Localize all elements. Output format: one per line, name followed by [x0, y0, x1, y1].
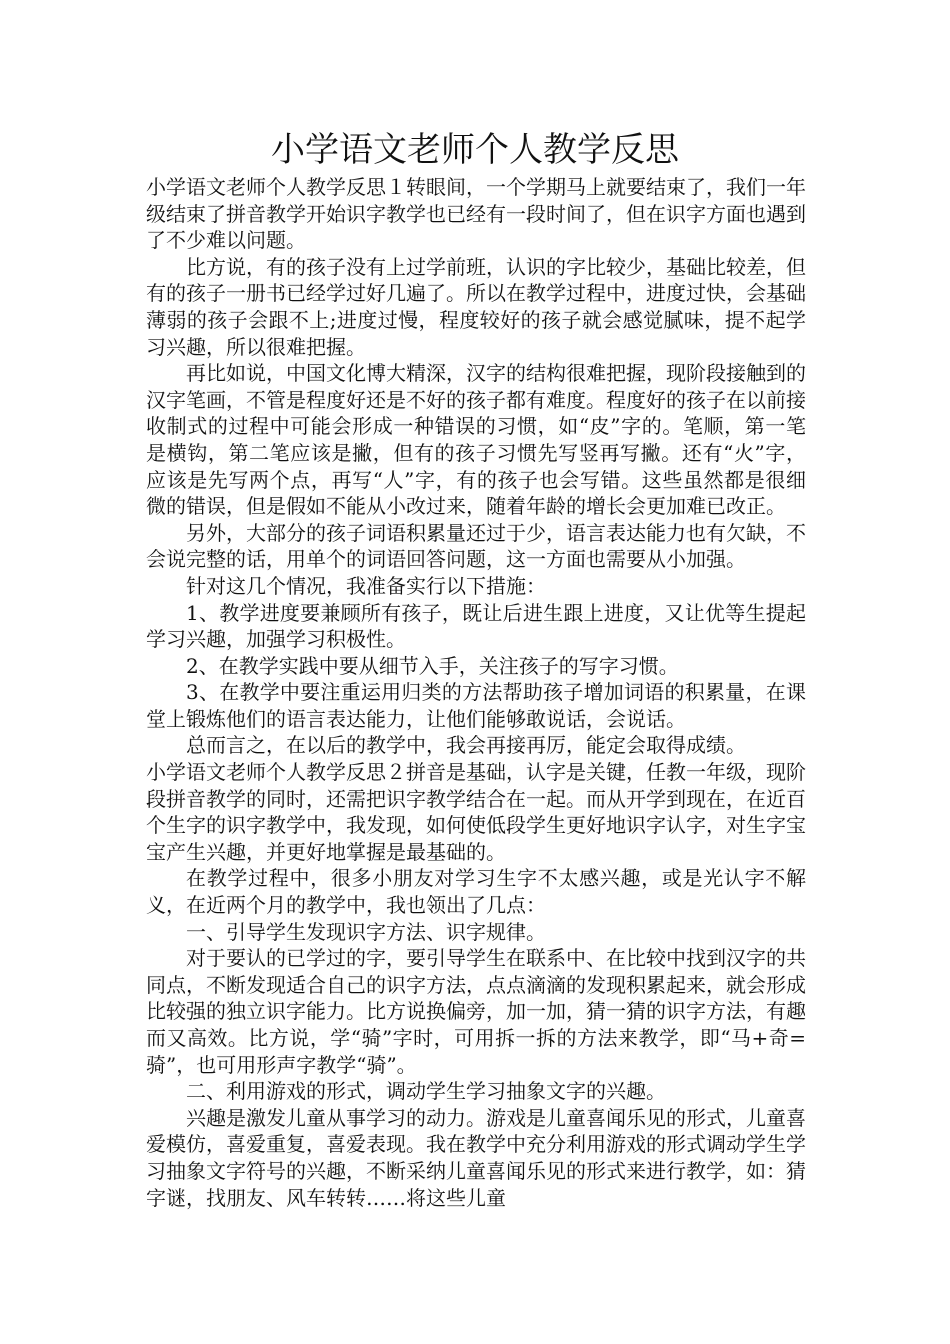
list-item: 1、教学进度要兼顾所有孩子，既让后进生跟上进度，又让优等生提起学习兴趣，加强学习积极性。 [146, 600, 806, 652]
paragraph: 总而言之，在以后的教学中，我会再接再厉，能定会取得成绩。 [186, 733, 746, 758]
document-body [146, 174, 806, 1211]
paragraph: 另外，大部分的孩子词语积累量还过于少，语言表达能力也有欠缺，不会说完整的话，用单个的词语回答问题，这一方面也需要从小加强。 [146, 520, 806, 572]
list-item: 2、在教学实践中要从细节入手，关注孩子的写字习惯。 [186, 653, 679, 678]
list-item: 3、在教学中要注重运用归类的方法帮助孩子增加词语的积累量，在课堂上锻炼他们的语言表达能力，让他们能够敢说话，会说话。 [146, 680, 806, 731]
section-heading: 一、引导学生发现识字方法、识字规律。 [186, 919, 546, 944]
paragraph: 针对这几个情况，我准备实行以下措施： [186, 573, 546, 598]
paragraph: 小学语文老师个人教学反思２拼音是基础，认字是关键，任教一年级，现阶段拼音教学的同时，还需把识字教学结合在一起。而从开学到现在，在近百个生字的识字教学中，我发现，如何使低段学生更好地识字认字，对生字宝宝产生兴趣，并更好地掌握是最基础的。 [146, 760, 806, 864]
section-heading: 二、利用游戏的形式，调动学生学习抽象文字的兴趣。 [186, 1079, 666, 1104]
paragraph: 再比如说，中国文化博大精深，汉字的结构很难把握，现阶段接触到的汉字笔画，不管是程度好还是不好的孩子都有难度。程度好的孩子在以前接收制式的过程中可能会形成一种错误的习惯，如“皮”字的。笔顺，第一笔是横钩，第二笔应该是撇，但有的孩子习惯先写竖再写撇。还有“火”字，应该是先写两个点，再写“人”字，有的孩子也会写错。这些虽然都是很细微的错误，但是假如不能从小改过来，随着年龄的增长会更加难已改正。 [146, 361, 806, 519]
document-title: 小学语文老师个人教学反思 [271, 130, 679, 170]
paragraph: 兴趣是激发儿童从事学习的动力。游戏是儿童喜闻乐见的形式，儿童喜爱模仿，喜爱重复，喜爱表现。我在教学中充分利用游戏的形式调动学生学习抽象文字符号的兴趣，不断采纳儿童喜闻乐见的形式来进行教学，如：猜字谜，找朋友、风车转转……将这些儿童 [146, 1105, 806, 1210]
paragraph: 对于要认的已学过的字，要引导学生在联系中、在比较中找到汉字的共同点，不断发现适合自己的识字方法，点点滴滴的发现积累起来，就会形成比较强的独立识字能力。比方说换偏旁，加一加，猜一猜的识字方法，有趣而又高效。比方说，学“骑”字时，可用拆一拆的方法来教学，即“马+奇=骑”，也可用形声字教学“骑”。 [146, 946, 806, 1077]
paragraph: 小学语文老师个人教学反思１转眼间，一个学期马上就要结束了，我们一年级结束了拼音教学开始识字教学也已经有一段时间了，但在识字方面也遇到了不少难以问题。 [146, 175, 806, 253]
paragraph: 比方说，有的孩子没有上过学前班，认识的字比较少，基础比较差，但有的孩子一册书已经学过好几遍了。所以在教学过程中，进度过快，会基础薄弱的孩子会跟不上;进度过慢，程度较好的孩子就会感觉腻味，提不起学习兴趣，所以很难把握。 [146, 254, 806, 359]
paragraph: 在教学过程中，很多小朋友对学习生字不太感兴趣，或是光认字不解义，在近两个月的教学中，我也领出了几点： [146, 866, 806, 918]
